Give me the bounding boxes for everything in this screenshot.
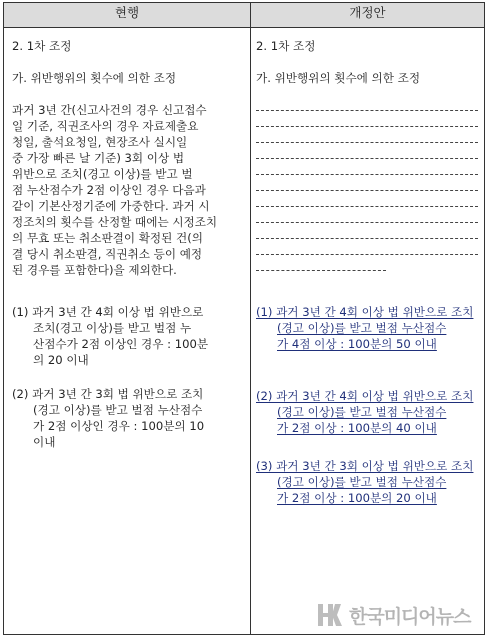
item-line: (경고 이상)를 받고 벌점 누산점수 <box>277 405 447 419</box>
item-line: (2) 과거 3년 간 3회 법 위반으로 조치 <box>12 387 204 401</box>
dashed-line <box>256 214 478 230</box>
item-line: 이내 <box>33 435 56 449</box>
paragraph-line: 결 당시 취소판결, 직권취소 등이 예정 <box>12 247 203 261</box>
paragraph-line: 위반으로 조치(경고 이상)를 받고 벌 <box>12 167 193 181</box>
paragraph-line: 된 경우를 포함한다)을 제외한다. <box>12 263 177 277</box>
dashed-line <box>256 246 478 262</box>
paragraph-line: 정조치의 횟수를 산정할 때에는 시정조치 <box>12 215 218 229</box>
item-line: (2) 과거 3년 간 4회 이상 법 위반으로 조치 <box>256 389 474 403</box>
header-revised: 개정안 <box>251 3 485 28</box>
paragraph-line: 과거 3년 간(신고사건의 경우 신고접수 <box>12 103 207 117</box>
item-line: (경고 이상)를 받고 벌점 누산점수 <box>277 475 447 489</box>
dashed-line <box>256 198 478 214</box>
watermark <box>316 597 484 633</box>
item-line: 산점수가 2점 이상인 경우 : 100분 <box>33 337 209 351</box>
current-item-1 <box>12 304 208 368</box>
current-section-title: 2. 1차 조정 <box>12 39 72 53</box>
dashed-line <box>256 102 478 118</box>
current-item-2 <box>12 386 204 450</box>
item-line: 조치(경고 이상)를 받고 벌점 누 <box>33 321 192 335</box>
item-line: (경고 이상)를 받고 벌점 누산점수 <box>33 403 203 417</box>
current-paragraph <box>12 102 217 278</box>
revised-item-1 <box>256 304 473 352</box>
dashed-line <box>256 150 478 166</box>
revised-section-title: 2. 1차 조정 <box>256 39 316 53</box>
current-subsection-title: 가. 위반행위의 횟수에 의한 조정 <box>12 71 177 85</box>
dashed-line <box>256 262 386 278</box>
paragraph-line: 의 무효 또는 취소판결이 확정된 건(의 <box>12 231 203 245</box>
item-line: 가 2점 이상인 경우 : 100분의 10 <box>33 419 205 433</box>
dashed-line <box>256 134 478 150</box>
item-line: (경고 이상)를 받고 벌점 누산점수 <box>277 321 447 335</box>
paragraph-line: 점 누산점수가 2점 이상인 경우 다음과 <box>12 183 206 197</box>
paragraph-line: 청일, 출석요청일, 현장조사 실시일 <box>12 135 188 149</box>
dashed-line <box>256 182 478 198</box>
item-line: 가 4점 이상 : 100분의 50 이내 <box>277 337 437 351</box>
revised-subsection-title: 가. 위반행위의 횟수에 의한 조정 <box>256 71 421 85</box>
item-line: (1) 과거 3년 간 4회 이상 법 위반으로 <box>12 305 204 319</box>
paragraph-line: 같이 기본산정기준에 가중한다. 과거 시 <box>12 199 210 213</box>
dashed-line <box>256 166 478 182</box>
item-line: (3) 과거 3년 간 3회 이상 법 위반으로 조치 <box>256 459 474 473</box>
item-line: 의 20 이내 <box>33 353 89 367</box>
revised-column <box>251 28 485 635</box>
dashed-line <box>256 118 478 134</box>
hk-logo-icon <box>316 601 346 629</box>
paragraph-line: 중 가장 빠른 날 기준) 3회 이상 법 <box>12 151 185 165</box>
dashed-line <box>256 230 478 246</box>
header-current: 현행 <box>4 3 251 28</box>
revised-item-3 <box>256 458 473 506</box>
paragraph-line: 일 기준, 직권조사의 경우 자료제출요 <box>12 119 199 133</box>
item-line: 가 2점 이상 : 100분의 40 이내 <box>277 421 437 435</box>
current-column <box>4 28 251 635</box>
item-line: (1) 과거 3년 간 4회 이상 법 위반으로 조치 <box>256 305 474 319</box>
revised-item-2 <box>256 388 473 436</box>
item-line: 가 2점 이상 : 100분의 20 이내 <box>277 491 437 505</box>
comparison-table <box>3 2 485 635</box>
watermark-text: 한국미디어뉴스 <box>349 605 471 628</box>
deleted-paragraph-dashes <box>256 102 478 278</box>
